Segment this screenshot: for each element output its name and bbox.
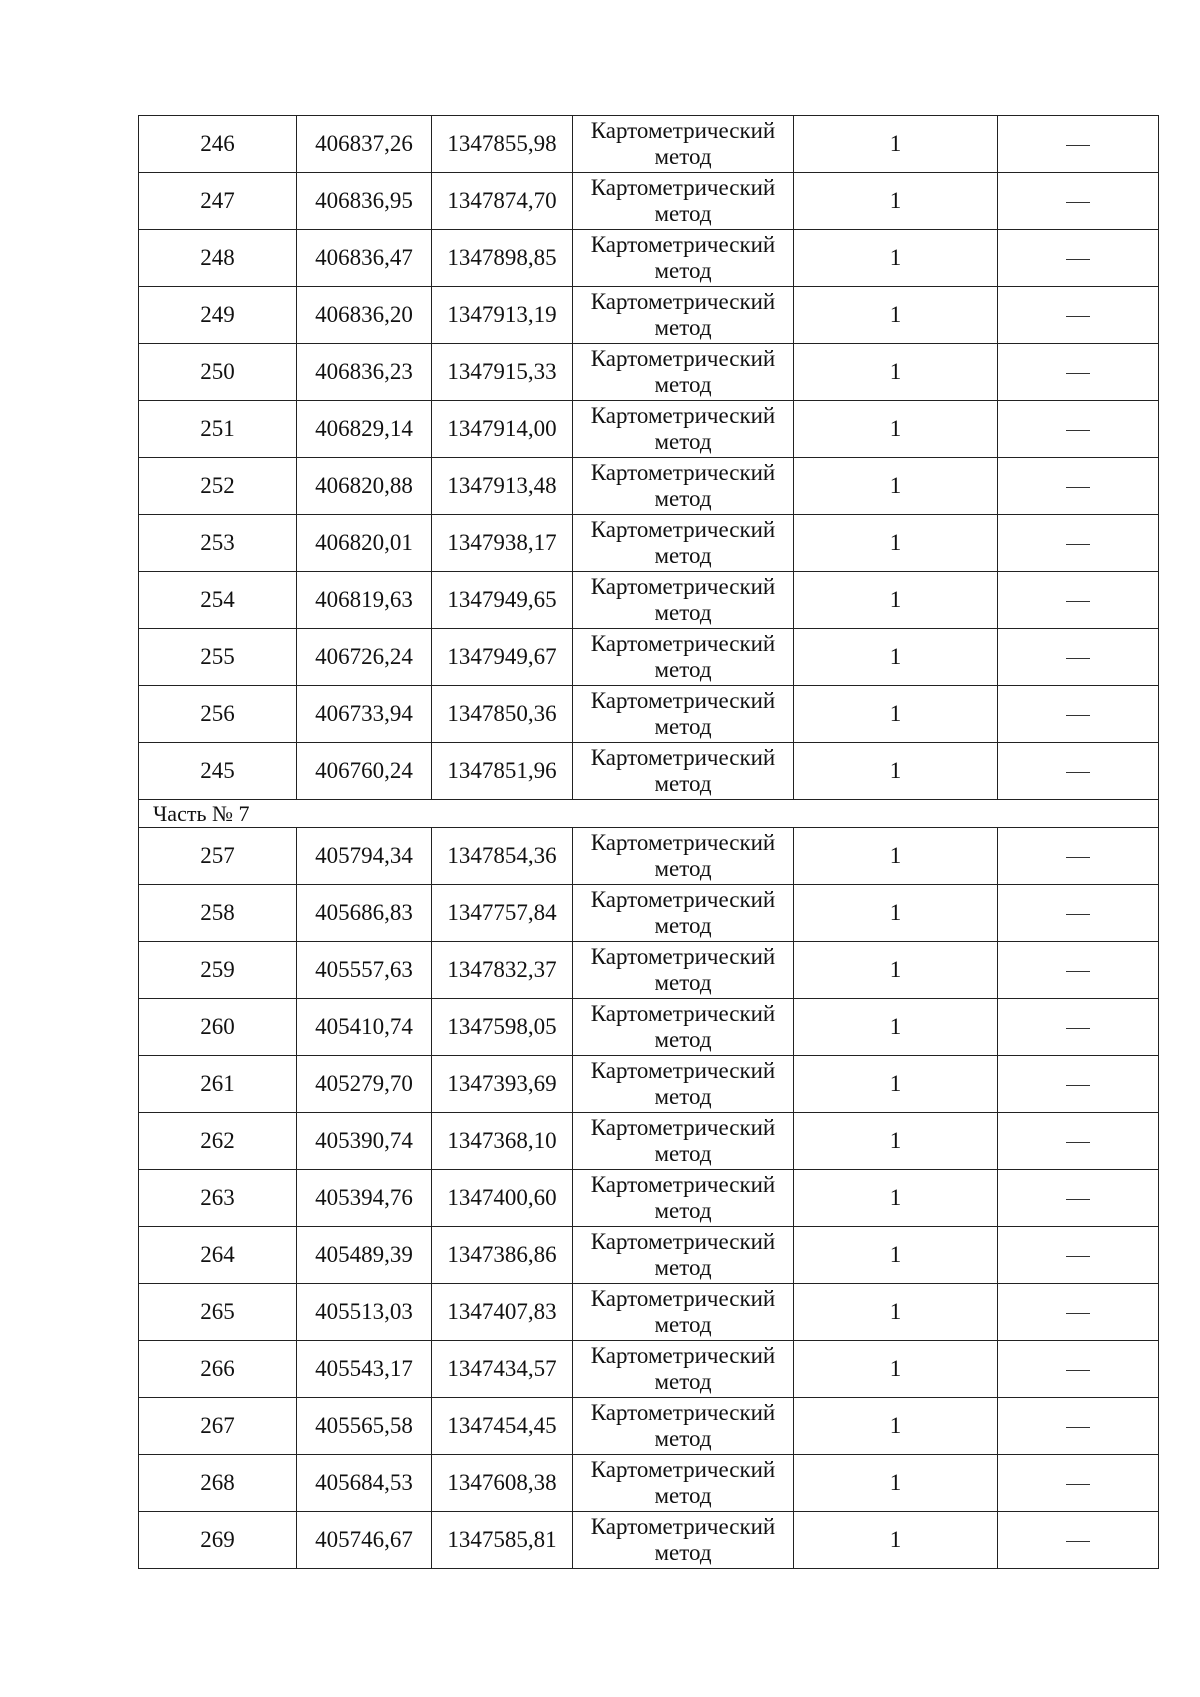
x-coordinate-cell: 405390,74	[297, 1113, 432, 1170]
method-cell	[573, 572, 794, 629]
x-coordinate-cell: 405279,70	[297, 1056, 432, 1113]
y-coordinate-cell: 1347386,86	[432, 1227, 573, 1284]
accuracy-cell: 1	[794, 1512, 998, 1569]
accuracy-cell: 1	[794, 885, 998, 942]
em-dash-mark	[1066, 145, 1090, 146]
x-coordinate-cell: 406829,14	[297, 401, 432, 458]
table-row	[139, 1056, 1159, 1113]
method-line-1: Картометрический	[590, 1058, 776, 1083]
table-row	[139, 1170, 1159, 1227]
x-coordinate-cell: 406820,88	[297, 458, 432, 515]
method-cell	[573, 401, 794, 458]
method-line-1: Картометрический	[590, 403, 776, 428]
em-dash-mark	[1066, 1085, 1090, 1086]
note-cell	[998, 942, 1159, 999]
em-dash-mark	[1066, 1142, 1090, 1143]
method-line-2: метод	[654, 1255, 712, 1280]
point-number-cell: 264	[139, 1227, 297, 1284]
method-cell	[573, 828, 794, 885]
method-cell	[573, 1170, 794, 1227]
method-line-2: метод	[654, 1369, 712, 1394]
table-row	[139, 629, 1159, 686]
coordinates-table-body	[139, 116, 1159, 1569]
method-line-1: Картометрический	[590, 232, 776, 257]
point-number-cell: 267	[139, 1398, 297, 1455]
y-coordinate-cell: 1347454,45	[432, 1398, 573, 1455]
method-line-2: метод	[654, 913, 712, 938]
em-dash-mark	[1066, 1313, 1090, 1314]
y-coordinate-cell: 1347368,10	[432, 1113, 573, 1170]
note-cell	[998, 1170, 1159, 1227]
table-row	[139, 999, 1159, 1056]
method-line-1: Картометрический	[590, 460, 776, 485]
accuracy-cell: 1	[794, 344, 998, 401]
method-cell	[573, 173, 794, 230]
method-line-2: метод	[654, 1084, 712, 1109]
method-cell	[573, 885, 794, 942]
note-cell	[998, 173, 1159, 230]
point-number-cell: 259	[139, 942, 297, 999]
table-row	[139, 1455, 1159, 1512]
x-coordinate-cell: 406819,63	[297, 572, 432, 629]
x-coordinate-cell: 405557,63	[297, 942, 432, 999]
method-line-1: Картометрический	[590, 830, 776, 855]
method-line-1: Картометрический	[590, 1400, 776, 1425]
accuracy-cell: 1	[794, 629, 998, 686]
y-coordinate-cell: 1347400,60	[432, 1170, 573, 1227]
point-number-cell: 265	[139, 1284, 297, 1341]
accuracy-cell: 1	[794, 572, 998, 629]
x-coordinate-cell: 406836,95	[297, 173, 432, 230]
accuracy-cell: 1	[794, 1455, 998, 1512]
table-row	[139, 173, 1159, 230]
method-line-1: Картометрический	[590, 688, 776, 713]
y-coordinate-cell: 1347949,67	[432, 629, 573, 686]
point-number-cell: 269	[139, 1512, 297, 1569]
point-number-cell: 253	[139, 515, 297, 572]
method-line-1: Картометрический	[590, 1001, 776, 1026]
em-dash-mark	[1066, 430, 1090, 431]
method-line-2: метод	[654, 258, 712, 283]
point-number-cell: 249	[139, 287, 297, 344]
em-dash-mark	[1066, 857, 1090, 858]
em-dash-mark	[1066, 202, 1090, 203]
x-coordinate-cell: 405686,83	[297, 885, 432, 942]
x-coordinate-cell: 406726,24	[297, 629, 432, 686]
em-dash-mark	[1066, 601, 1090, 602]
y-coordinate-cell: 1347393,69	[432, 1056, 573, 1113]
method-cell	[573, 515, 794, 572]
method-cell	[573, 344, 794, 401]
y-coordinate-cell: 1347598,05	[432, 999, 573, 1056]
em-dash-mark	[1066, 1199, 1090, 1200]
method-cell	[573, 1284, 794, 1341]
note-cell	[998, 999, 1159, 1056]
table-row	[139, 743, 1159, 800]
method-cell	[573, 287, 794, 344]
table-row	[139, 572, 1159, 629]
x-coordinate-cell: 406836,47	[297, 230, 432, 287]
section-label: Часть № 7	[139, 800, 1159, 828]
method-line-2: метод	[654, 486, 712, 511]
note-cell	[998, 1284, 1159, 1341]
note-cell	[998, 743, 1159, 800]
accuracy-cell: 1	[794, 230, 998, 287]
note-cell	[998, 401, 1159, 458]
x-coordinate-cell: 406836,20	[297, 287, 432, 344]
x-coordinate-cell: 405794,34	[297, 828, 432, 885]
y-coordinate-cell: 1347855,98	[432, 116, 573, 173]
table-row	[139, 230, 1159, 287]
point-number-cell: 260	[139, 999, 297, 1056]
note-cell	[998, 344, 1159, 401]
point-number-cell: 251	[139, 401, 297, 458]
x-coordinate-cell: 405543,17	[297, 1341, 432, 1398]
method-line-1: Картометрический	[590, 289, 776, 314]
x-coordinate-cell: 406760,24	[297, 743, 432, 800]
table-row	[139, 942, 1159, 999]
accuracy-cell: 1	[794, 116, 998, 173]
y-coordinate-cell: 1347851,96	[432, 743, 573, 800]
table-row	[139, 116, 1159, 173]
method-cell	[573, 999, 794, 1056]
table-row	[139, 515, 1159, 572]
x-coordinate-cell: 405394,76	[297, 1170, 432, 1227]
note-cell	[998, 572, 1159, 629]
method-cell	[573, 942, 794, 999]
method-line-1: Картометрический	[590, 1172, 776, 1197]
method-line-1: Картометрический	[590, 346, 776, 371]
table-row	[139, 686, 1159, 743]
method-line-2: метод	[654, 856, 712, 881]
y-coordinate-cell: 1347913,19	[432, 287, 573, 344]
note-cell	[998, 515, 1159, 572]
x-coordinate-cell: 405513,03	[297, 1284, 432, 1341]
method-line-1: Картометрический	[590, 745, 776, 770]
x-coordinate-cell: 406733,94	[297, 686, 432, 743]
table-row	[139, 1227, 1159, 1284]
note-cell	[998, 1056, 1159, 1113]
method-line-2: метод	[654, 714, 712, 739]
point-number-cell: 262	[139, 1113, 297, 1170]
accuracy-cell: 1	[794, 515, 998, 572]
method-line-1: Картометрический	[590, 517, 776, 542]
method-line-1: Картометрический	[590, 1115, 776, 1140]
x-coordinate-cell: 405565,58	[297, 1398, 432, 1455]
point-number-cell: 246	[139, 116, 297, 173]
point-number-cell: 250	[139, 344, 297, 401]
method-line-2: метод	[654, 315, 712, 340]
note-cell	[998, 686, 1159, 743]
table-row	[139, 287, 1159, 344]
method-cell	[573, 230, 794, 287]
table-row	[139, 1512, 1159, 1569]
note-cell	[998, 1113, 1159, 1170]
table-row	[139, 1284, 1159, 1341]
x-coordinate-cell: 405746,67	[297, 1512, 432, 1569]
em-dash-mark	[1066, 1427, 1090, 1428]
method-line-1: Картометрический	[590, 1457, 776, 1482]
method-line-1: Картометрический	[590, 944, 776, 969]
method-line-2: метод	[654, 771, 712, 796]
accuracy-cell: 1	[794, 1113, 998, 1170]
accuracy-cell: 1	[794, 743, 998, 800]
point-number-cell: 247	[139, 173, 297, 230]
y-coordinate-cell: 1347434,57	[432, 1341, 573, 1398]
method-line-2: метод	[654, 1198, 712, 1223]
em-dash-mark	[1066, 373, 1090, 374]
point-number-cell: 256	[139, 686, 297, 743]
method-cell	[573, 686, 794, 743]
em-dash-mark	[1066, 316, 1090, 317]
y-coordinate-cell: 1347854,36	[432, 828, 573, 885]
method-line-2: метод	[654, 600, 712, 625]
method-line-1: Картометрический	[590, 887, 776, 912]
method-line-2: метод	[654, 201, 712, 226]
em-dash-mark	[1066, 1484, 1090, 1485]
y-coordinate-cell: 1347949,65	[432, 572, 573, 629]
method-cell	[573, 1056, 794, 1113]
x-coordinate-cell: 405410,74	[297, 999, 432, 1056]
method-line-2: метод	[654, 429, 712, 454]
method-cell	[573, 1227, 794, 1284]
coordinates-table	[138, 115, 1159, 1569]
method-cell	[573, 1113, 794, 1170]
method-line-2: метод	[654, 1312, 712, 1337]
method-line-2: метод	[654, 657, 712, 682]
accuracy-cell: 1	[794, 1284, 998, 1341]
point-number-cell: 263	[139, 1170, 297, 1227]
y-coordinate-cell: 1347608,38	[432, 1455, 573, 1512]
em-dash-mark	[1066, 1370, 1090, 1371]
y-coordinate-cell: 1347938,17	[432, 515, 573, 572]
method-line-1: Картометрический	[590, 1343, 776, 1368]
method-line-2: метод	[654, 144, 712, 169]
point-number-cell: 258	[139, 885, 297, 942]
accuracy-cell: 1	[794, 1227, 998, 1284]
accuracy-cell: 1	[794, 287, 998, 344]
method-line-1: Картометрический	[590, 631, 776, 656]
y-coordinate-cell: 1347914,00	[432, 401, 573, 458]
em-dash-mark	[1066, 971, 1090, 972]
method-cell	[573, 1398, 794, 1455]
x-coordinate-cell: 405684,53	[297, 1455, 432, 1512]
note-cell	[998, 885, 1159, 942]
note-cell	[998, 1341, 1159, 1398]
table-row	[139, 885, 1159, 942]
method-cell	[573, 1455, 794, 1512]
accuracy-cell: 1	[794, 828, 998, 885]
method-cell	[573, 1341, 794, 1398]
em-dash-mark	[1066, 1541, 1090, 1542]
note-cell	[998, 1512, 1159, 1569]
y-coordinate-cell: 1347585,81	[432, 1512, 573, 1569]
x-coordinate-cell: 406837,26	[297, 116, 432, 173]
em-dash-mark	[1066, 1256, 1090, 1257]
note-cell	[998, 1455, 1159, 1512]
em-dash-mark	[1066, 914, 1090, 915]
table-row	[139, 401, 1159, 458]
accuracy-cell: 1	[794, 1056, 998, 1113]
method-line-2: метод	[654, 1426, 712, 1451]
method-cell	[573, 1512, 794, 1569]
point-number-cell: 254	[139, 572, 297, 629]
em-dash-mark	[1066, 658, 1090, 659]
method-line-1: Картометрический	[590, 574, 776, 599]
accuracy-cell: 1	[794, 999, 998, 1056]
y-coordinate-cell: 1347850,36	[432, 686, 573, 743]
point-number-cell: 268	[139, 1455, 297, 1512]
table-row	[139, 1113, 1159, 1170]
table-row	[139, 1398, 1159, 1455]
method-line-1: Картометрический	[590, 118, 776, 143]
y-coordinate-cell: 1347915,33	[432, 344, 573, 401]
note-cell	[998, 116, 1159, 173]
section-header-row	[139, 800, 1159, 828]
accuracy-cell: 1	[794, 942, 998, 999]
note-cell	[998, 230, 1159, 287]
method-line-2: метод	[654, 1483, 712, 1508]
y-coordinate-cell: 1347898,85	[432, 230, 573, 287]
note-cell	[998, 828, 1159, 885]
method-line-2: метод	[654, 1027, 712, 1052]
x-coordinate-cell: 405489,39	[297, 1227, 432, 1284]
accuracy-cell: 1	[794, 173, 998, 230]
point-number-cell: 252	[139, 458, 297, 515]
em-dash-mark	[1066, 1028, 1090, 1029]
accuracy-cell: 1	[794, 401, 998, 458]
point-number-cell: 255	[139, 629, 297, 686]
method-line-2: метод	[654, 543, 712, 568]
em-dash-mark	[1066, 772, 1090, 773]
point-number-cell: 261	[139, 1056, 297, 1113]
accuracy-cell: 1	[794, 1341, 998, 1398]
note-cell	[998, 1398, 1159, 1455]
y-coordinate-cell: 1347832,37	[432, 942, 573, 999]
method-cell	[573, 116, 794, 173]
method-line-2: метод	[654, 1540, 712, 1565]
note-cell	[998, 287, 1159, 344]
table-row	[139, 828, 1159, 885]
method-cell	[573, 743, 794, 800]
point-number-cell: 257	[139, 828, 297, 885]
method-line-1: Картометрический	[590, 1286, 776, 1311]
point-number-cell: 245	[139, 743, 297, 800]
em-dash-mark	[1066, 487, 1090, 488]
x-coordinate-cell: 406820,01	[297, 515, 432, 572]
accuracy-cell: 1	[794, 686, 998, 743]
x-coordinate-cell: 406836,23	[297, 344, 432, 401]
point-number-cell: 248	[139, 230, 297, 287]
accuracy-cell: 1	[794, 458, 998, 515]
note-cell	[998, 458, 1159, 515]
accuracy-cell: 1	[794, 1170, 998, 1227]
point-number-cell: 266	[139, 1341, 297, 1398]
method-line-2: метод	[654, 1141, 712, 1166]
method-line-2: метод	[654, 372, 712, 397]
note-cell	[998, 1227, 1159, 1284]
em-dash-mark	[1066, 544, 1090, 545]
accuracy-cell: 1	[794, 1398, 998, 1455]
y-coordinate-cell: 1347757,84	[432, 885, 573, 942]
em-dash-mark	[1066, 259, 1090, 260]
y-coordinate-cell: 1347874,70	[432, 173, 573, 230]
method-line-1: Картометрический	[590, 1514, 776, 1539]
table-row	[139, 344, 1159, 401]
method-line-1: Картометрический	[590, 1229, 776, 1254]
method-cell	[573, 458, 794, 515]
em-dash-mark	[1066, 715, 1090, 716]
method-line-1: Картометрический	[590, 175, 776, 200]
table-row	[139, 458, 1159, 515]
y-coordinate-cell: 1347407,83	[432, 1284, 573, 1341]
method-cell	[573, 629, 794, 686]
table-row	[139, 1341, 1159, 1398]
note-cell	[998, 629, 1159, 686]
method-line-2: метод	[654, 970, 712, 995]
y-coordinate-cell: 1347913,48	[432, 458, 573, 515]
